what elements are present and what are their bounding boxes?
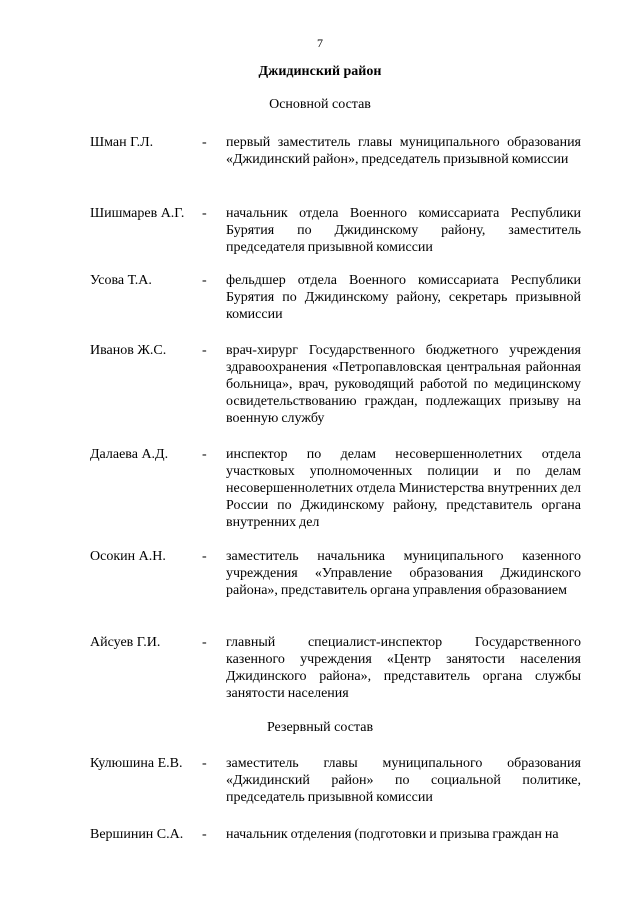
member-entry (90, 755, 590, 806)
member-dash: - (202, 756, 207, 771)
member-name: Иванов Ж.С. (90, 343, 167, 358)
member-dash: - (202, 827, 207, 842)
member-name: Шман Г.Л. (90, 135, 154, 150)
member-dash: - (202, 273, 207, 288)
member-entry (90, 205, 590, 256)
member-entry (90, 634, 590, 702)
main-section-title: Основной состав (269, 97, 371, 112)
member-name: Усова Т.А. (90, 273, 152, 288)
member-role: главный специалист-инспектор Государственного казенного учреждения «Центр занятости населения Джидинского района», представитель органа службы занятости населения (226, 635, 581, 701)
member-role: первый заместитель главы муниципального образования «Джидинский район», председатель призывной комиссии (226, 135, 581, 167)
member-dash: - (202, 549, 207, 564)
member-role: фельдшер отдела Военного комиссариата Республики Бурятия по Джидинскому району, секретарь призывной комиссии (226, 273, 581, 322)
member-name: Осокин А.Н. (90, 549, 166, 564)
member-role: заместитель начальника муниципального казенного учреждения «Управление образования Джидинского района», представитель органа управления образованием (226, 549, 581, 598)
member-name: Шишмарев А.Г. (90, 206, 185, 221)
member-entry (90, 134, 590, 168)
member-dash: - (202, 343, 207, 358)
member-entry (90, 826, 590, 843)
reserve-section-title: Резервный состав (266, 720, 374, 735)
member-role: инспектор по делам несовершеннолетних отдела участковых уполномоченных полиции и по делам несовершеннолетних отдела Министерства внутренних дел России по Джидинскому району, представитель органа внутренних дел (226, 447, 581, 530)
member-name: Кулюшина Е.В. (90, 756, 183, 771)
member-dash: - (202, 206, 207, 221)
member-name: Айсуев Г.И. (90, 635, 161, 650)
member-role: заместитель главы муниципального образования «Джидинский район» по социальной политике, председатель призывной комиссии (226, 756, 581, 805)
member-entry (90, 342, 590, 427)
member-role: начальник отделения (подготовки и призыва граждан на (226, 827, 559, 842)
member-entry (90, 548, 590, 599)
member-dash: - (202, 635, 207, 650)
member-name: Далаева А.Д. (90, 447, 169, 462)
member-entry (90, 446, 590, 531)
district-title: Джидинский район (258, 64, 382, 79)
member-name: Вершинин С.А. (90, 827, 184, 842)
member-role: начальник отдела Военного комиссариата Республики Бурятия по Джидинскому району, заместитель председателя призывной комиссии (226, 206, 581, 255)
member-entry (90, 272, 590, 323)
page-number: 7 (317, 36, 323, 50)
member-dash: - (202, 447, 207, 462)
member-role: врач-хирург Государственного бюджетного учреждения здравоохранения «Петропавловская центральная районная больница», врач, руководящий работой по медицинскому освидетельствованию граждан, подлежащих призыву на военную службу (226, 343, 581, 426)
member-dash: - (202, 135, 207, 150)
